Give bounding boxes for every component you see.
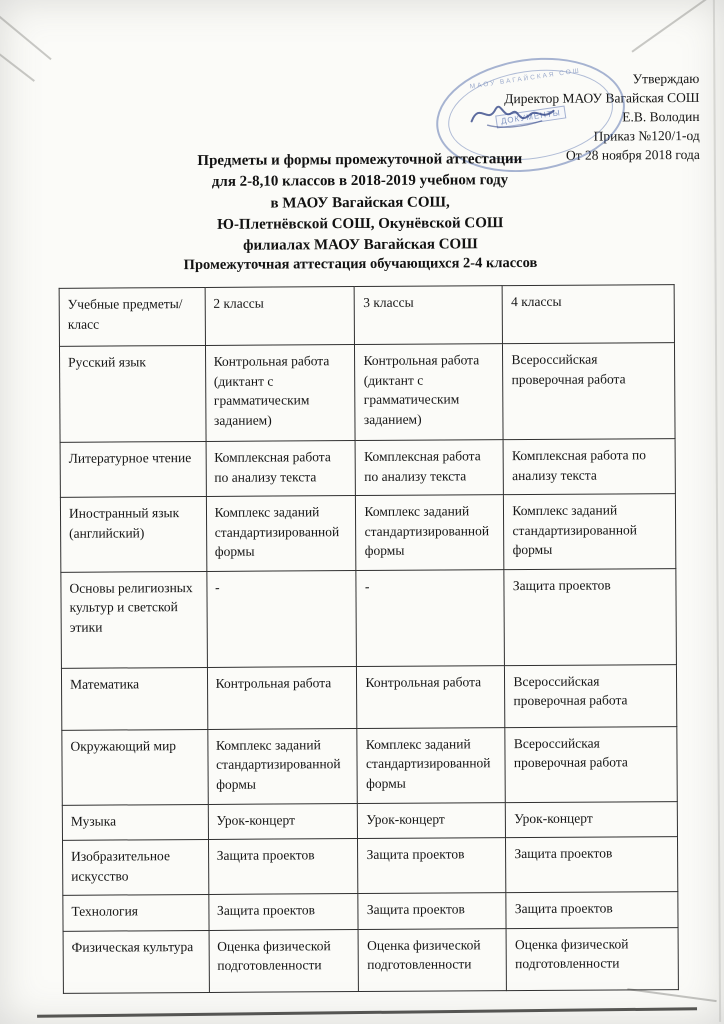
subject-cell: Изобразительное искусство xyxy=(63,840,209,896)
table-row xyxy=(63,837,678,896)
scan-artifact xyxy=(37,1007,697,1017)
approval-line: Приказ №120/1-од xyxy=(593,127,700,144)
scan-artifact xyxy=(627,988,716,1002)
table-cell: Комплексная работа по анализу текста xyxy=(503,439,675,495)
approval-line: От 28 ноября 2018 года xyxy=(565,146,700,163)
table-cell: Оценка физической подготовленности xyxy=(506,927,678,990)
table-cell: Всероссийская проверочная работа xyxy=(505,664,677,727)
table-cell: Комплексная работа по анализу текста xyxy=(206,441,356,497)
document-title xyxy=(0,148,722,259)
table-cell: Урок-концерт xyxy=(506,801,678,838)
subject-cell: Основы религиозных культур и светской этики xyxy=(61,571,207,668)
table-cell: Всероссийская проверочная работа xyxy=(505,726,677,802)
assessment-table xyxy=(59,284,679,993)
table-cell: Комплекс заданий стандартизированной формы xyxy=(206,496,356,572)
table-cell: Контрольная работа (диктант с грамматическим заданием) xyxy=(205,345,355,442)
scan-artifact xyxy=(0,14,52,60)
subject-cell: Русский язык xyxy=(59,345,205,442)
table-row xyxy=(61,664,676,730)
subject-cell: Математика xyxy=(61,667,207,730)
subject-cell: Окружающий мир xyxy=(62,729,208,805)
table-cell: Защита проектов xyxy=(208,839,358,895)
title-line: Ю-Плетнёвской СОШ, Окунёвской СОШ xyxy=(217,215,504,233)
table-header-cell: 3 классы xyxy=(355,286,503,345)
table-row xyxy=(62,726,677,804)
table-cell: Оценка физической подготовленности xyxy=(359,928,507,991)
table-row xyxy=(60,439,675,498)
title-line: Предметы и формы промежуточной аттестации xyxy=(197,151,523,169)
table-cell: Защита проектов xyxy=(504,568,676,665)
table-cell: Комплекс заданий стандартизированной формы xyxy=(207,728,357,804)
table-header-cell: Учебные предметы/класс xyxy=(59,287,205,346)
table-cell: Комплекс заданий стандартизированной формы xyxy=(504,494,676,570)
table-cell: Защита проектов xyxy=(358,838,506,894)
table-header-cell: 2 классы xyxy=(205,287,355,346)
approval-line: Директор МАОУ Вагайская СОШ xyxy=(504,89,700,107)
table-header-row xyxy=(59,285,674,347)
scan-artifact xyxy=(0,52,35,81)
stamp-ring-text: МАОУ ВАГАЙСКАЯ СОШ xyxy=(469,67,582,91)
approval-line: Е.В. Володин xyxy=(622,108,700,125)
title-line: в МАОУ Вагайская СОШ, xyxy=(270,194,450,212)
table-cell: Комплексная работа по анализу текста xyxy=(356,440,504,496)
section-subtitle: Промежуточная аттестация обучающихся 2-4 классов xyxy=(183,254,538,274)
table-cell: Оценка физической подготовленности xyxy=(209,929,359,992)
table-cell: Урок-концерт xyxy=(358,802,506,838)
stamp-label: ДОКУМЕНТЫ xyxy=(495,106,566,129)
subject-cell: Иностранный язык (английский) xyxy=(60,497,206,573)
subject-cell: Физическая культура xyxy=(63,930,209,993)
scan-artifact xyxy=(631,0,724,53)
table-row xyxy=(63,927,678,993)
table-cell: Всероссийская проверочная работа xyxy=(503,343,675,440)
assessment-table-wrapper xyxy=(59,284,679,993)
table-cell: Комплекс заданий стандартизированной формы xyxy=(356,495,504,571)
title-line: филиалах МАОУ Вагайская СОШ xyxy=(243,236,478,254)
title-line: для 2-8,10 классов в 2018-2019 учебном году xyxy=(211,172,509,191)
table-cell: Контрольная работа xyxy=(207,666,357,729)
table-row xyxy=(63,892,678,931)
table-cell: - xyxy=(206,570,356,667)
subject-cell: Музыка xyxy=(62,804,208,840)
table-row xyxy=(59,343,675,443)
table-cell: Комплекс заданий стандартизированной формы xyxy=(357,727,505,803)
table-row xyxy=(62,801,677,840)
table-cell: Защита проектов xyxy=(208,894,358,930)
table-row xyxy=(60,494,675,572)
table-cell: Контрольная работа (диктант с грамматическим заданием) xyxy=(355,344,503,441)
table-cell: Защита проектов xyxy=(506,837,678,893)
table-cell: Контрольная работа xyxy=(357,665,505,728)
approval-line: Утверждаю xyxy=(632,70,700,87)
table-cell: Защита проектов xyxy=(358,893,506,929)
table-header-cell: 4 классы xyxy=(502,285,674,344)
subject-cell: Технология xyxy=(63,895,209,931)
table-cell: Защита проектов xyxy=(506,892,678,929)
table-cell: Урок-концерт xyxy=(208,803,358,839)
table-row xyxy=(61,568,677,668)
table-cell: - xyxy=(356,569,504,666)
subject-cell: Литературное чтение xyxy=(60,441,206,497)
